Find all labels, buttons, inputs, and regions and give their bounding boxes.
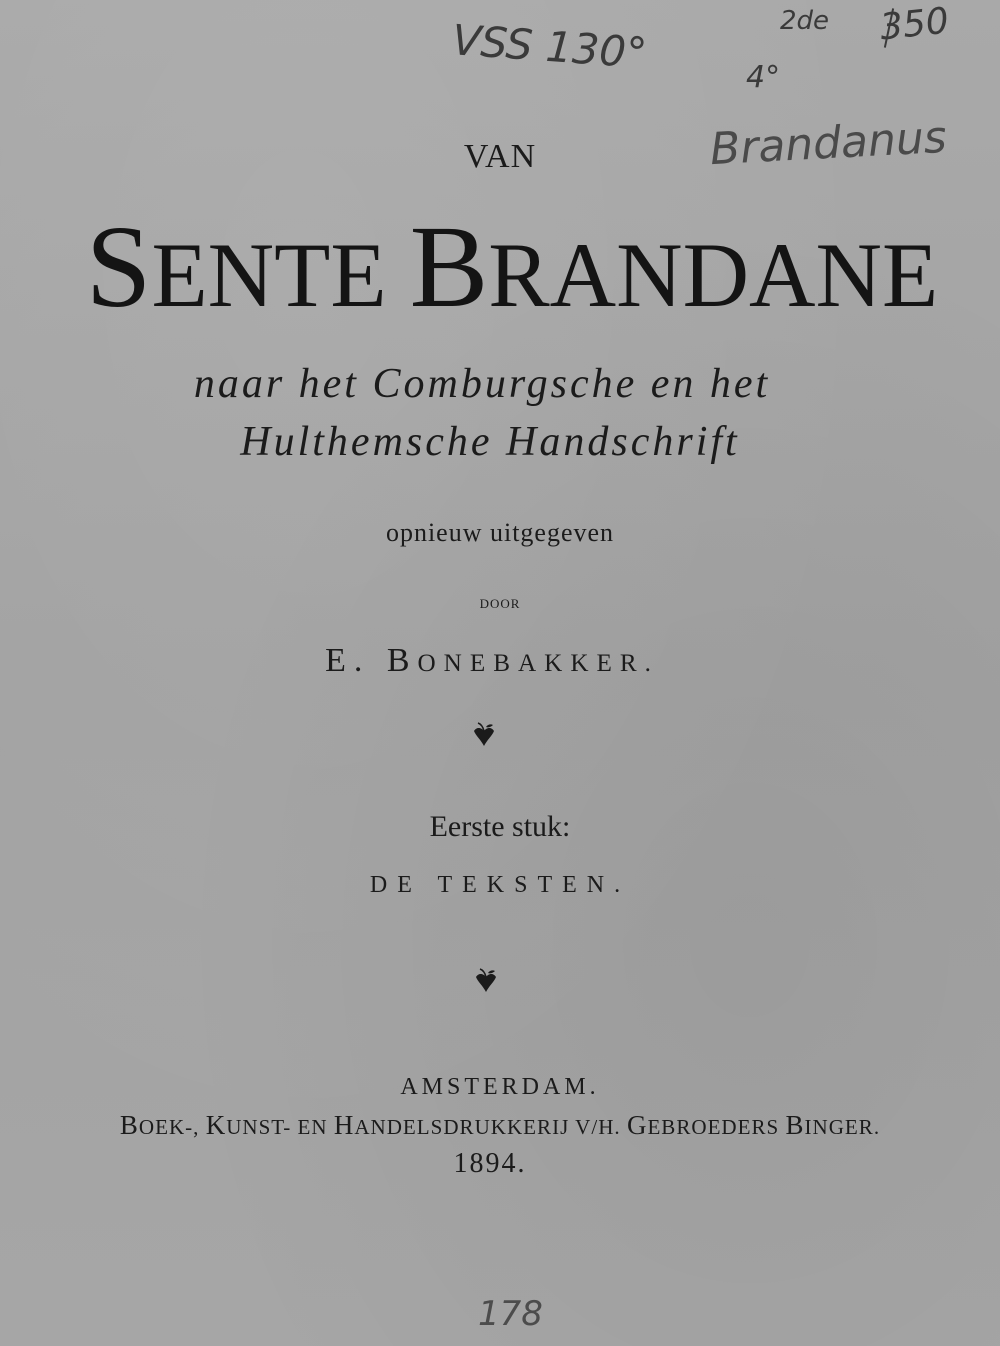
leaf-ornament-icon bbox=[472, 968, 500, 994]
by-label: DOOR bbox=[479, 596, 521, 611]
publisher-part: EBROEDERS bbox=[647, 1115, 786, 1139]
subtitle-line-1: naar het Comburgsche en het bbox=[193, 361, 771, 407]
subtitle-line-2: Hulthemsche Handschrift bbox=[240, 419, 740, 465]
section-title: DE TEKSTEN. bbox=[369, 872, 631, 898]
publisher-part: G bbox=[626, 1110, 648, 1140]
publisher-part: H bbox=[333, 1110, 355, 1140]
handwritten-volume: 2de bbox=[780, 6, 830, 36]
leaf-ornament-icon bbox=[470, 722, 498, 748]
title-prefix: VAN bbox=[463, 138, 537, 175]
publication-year: 1894. bbox=[453, 1148, 527, 1179]
publication-city: AMSTERDAM. bbox=[400, 1074, 600, 1100]
handwritten-bottom-mark: 178 bbox=[478, 1294, 543, 1334]
publisher bbox=[0, 1110, 1000, 1141]
edition-note: opnieuw uitgegeven bbox=[385, 518, 615, 547]
publisher-part: K bbox=[205, 1110, 227, 1140]
title-part: RANDANE bbox=[488, 224, 939, 326]
publisher-part: ANDELSDRUKKERIJ V/H. bbox=[354, 1115, 627, 1139]
author-part: ONEBAKKER. bbox=[417, 650, 659, 677]
publisher-part: OEK-, bbox=[138, 1115, 206, 1139]
handwritten-format: 4° bbox=[746, 60, 781, 95]
publisher-part: UNST- EN bbox=[226, 1115, 334, 1139]
handwritten-shelfmark: VSS 130° bbox=[450, 15, 649, 78]
title-part: S bbox=[85, 201, 152, 332]
publisher-part: INGER. bbox=[804, 1115, 881, 1139]
title-part: ENTE bbox=[151, 224, 410, 326]
author-part: E. B bbox=[325, 642, 418, 679]
publisher-part: B bbox=[785, 1110, 805, 1140]
handwritten-count: 350 bbox=[878, 0, 951, 49]
title-part: B bbox=[409, 201, 489, 332]
main-title bbox=[12, 201, 1000, 332]
handwritten-name: Brandanus bbox=[708, 111, 948, 176]
publisher-part: B bbox=[119, 1110, 139, 1140]
part-label: Eerste stuk: bbox=[429, 810, 571, 843]
author-name bbox=[0, 642, 992, 680]
